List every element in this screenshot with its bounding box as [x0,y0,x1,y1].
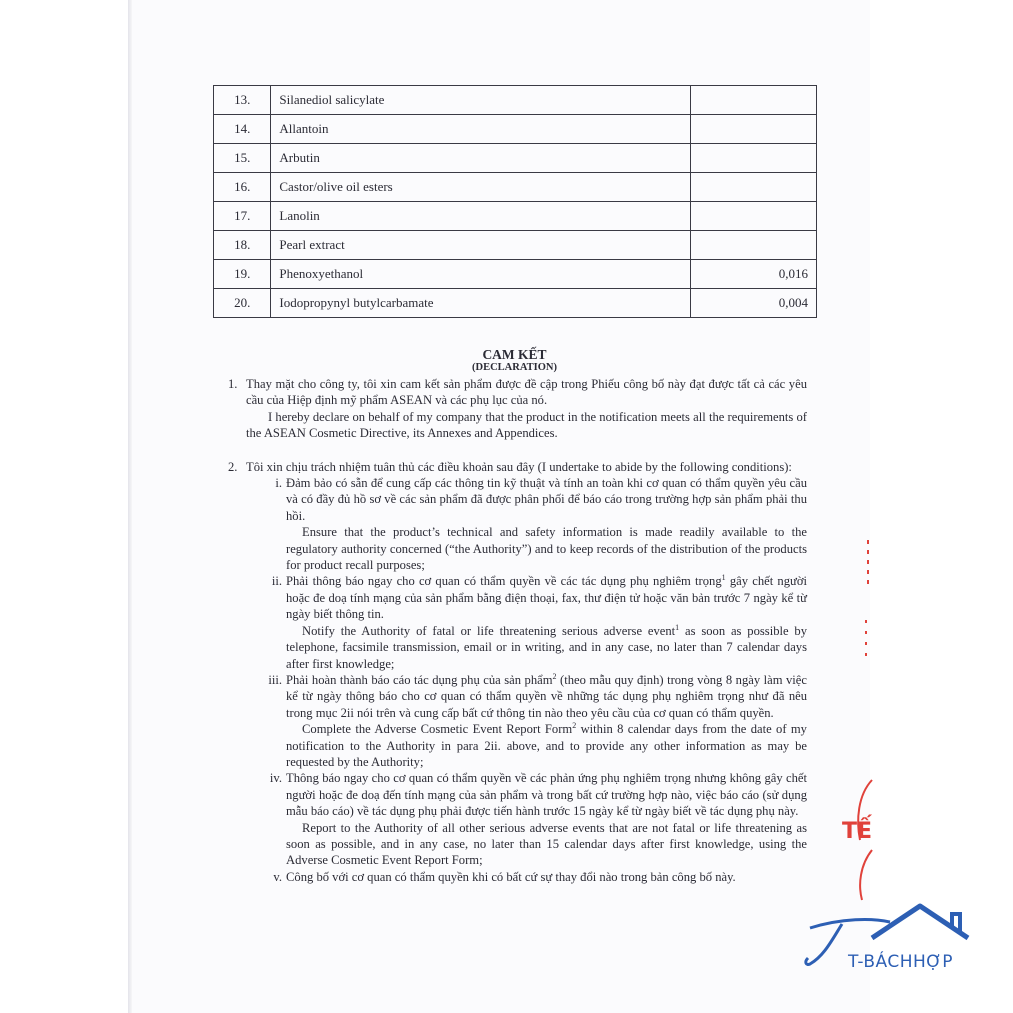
condition-iii [246,672,807,770]
condition-ii-english: Notify the Authority of fatal or life threatening serious adverse event$^1$ as soon as possible by telephone, facsimile transmission, email or in writing, and in any case, no later than 7 calendar days after first knowledge; [286,622,808,671]
condition-ii-vietnamese: Phải thông báo ngay cho cơ quan có thẩm quyền về các tác dụng phụ nghiêm trọng$^1$ gây chết người hoặc đe doạ tính mạng của sản phẩm bằng điện thoại, fax, thư điện tử hoặc văn bản trước 7 ngày kể từ ngày biết thông tin. [286,573,807,622]
table-row [214,144,817,173]
concentration-value [691,144,817,173]
condition-label: iv. [269,771,282,786]
row-number: 19. [214,260,271,289]
logo-text: T-BÁCHHỢP [848,952,954,972]
row-number: 15. [214,144,271,173]
table-row [214,260,817,289]
stamp-text: TẾ [842,819,873,844]
condition-label: iii. [268,672,282,687]
item-1-english: I hereby declare on behalf of my company that the product in the notification meets all the requirements of the ASEAN Cosmetic Directive, its Annexes and Appendices. [246,409,807,441]
condition-v [246,869,807,885]
table-row [214,173,817,202]
table-row [214,289,817,318]
condition-iv [246,770,807,868]
condition-iv-english: Report to the Authority of all other serious adverse events that are not fatal or life threatening as soon as possible, and in any case, no later than 15 calendar days after first knowledge, using the Adverse Cosmetic Event Report Form; [286,820,807,868]
ingredient-name: Allantoin [271,115,691,144]
condition-ii [246,573,807,671]
brand-logo [802,900,990,980]
declaration-section [222,348,807,885]
table-row [214,115,817,144]
row-number: 16. [214,173,271,202]
table-row [214,202,817,231]
ingredient-name: Lanolin [271,202,691,231]
declaration-subtitle: (DECLARATION) [472,362,557,373]
concentration-value [691,231,817,260]
official-stamp [838,520,878,920]
table-row [214,231,817,260]
item-number: 2. [228,459,238,474]
declaration-title: CAM KẾT [482,347,547,362]
concentration-value: 0,004 [691,289,817,318]
concentration-value [691,173,817,202]
ingredient-name: Castor/olive oil esters [271,173,691,202]
item-number: 1. [228,377,238,391]
condition-i-english: Ensure that the product’s technical and safety information is made readily available to the regulatory authority concerned (“the Authority”) and to keep records of the distribution of the products for product recall purposes; [286,525,807,573]
ingredient-name: Iodopropynyl butylcarbamate [271,289,691,318]
row-number: 20. [214,289,271,318]
table-row [214,86,817,115]
row-number: 14. [214,115,271,144]
condition-label: ii. [271,574,282,589]
row-number: 17. [214,202,271,231]
concentration-value: 0,016 [691,260,817,289]
condition-v-vietnamese: Công bố với cơ quan có thẩm quyền khi có bất cứ sự thay đổi nào trong bản công bố này. [286,869,736,884]
declaration-item-1 [222,376,807,442]
condition-iii-english: Complete the Adverse Cosmetic Event Report Form$^2$ within 8 calendar days from the date of my notification to the Authority in para 2ii. above, and to provide any other information as may be requested by the Authority; [286,720,807,769]
row-number: 13. [214,86,271,115]
concentration-value [691,115,817,144]
item-2-intro: Tôi xin chịu trách nhiệm tuân thủ các điều khoản sau đây (I undertake to abide by the following conditions): [246,459,792,474]
concentration-value [691,86,817,115]
ingredients-table [213,85,817,318]
ingredient-name: Phenoxyethanol [271,260,691,289]
concentration-value [691,202,817,231]
ingredient-name: Pearl extract [271,231,691,260]
condition-i-vietnamese: Đảm bảo có sẵn để cung cấp các thông tin kỹ thuật và tính an toàn khi cơ quan có thẩm quyền yêu cầu và có đầy đủ hồ sơ về các sản phẩm đã được phân phối để báo cáo trong trường hợp sản phẩm phải thu hồi. [286,476,807,523]
ingredient-name: Silanediol salicylate [271,86,691,115]
condition-label: i. [275,476,282,491]
ingredient-name: Arbutin [271,144,691,173]
row-number: 18. [214,231,271,260]
condition-iii-vietnamese: Phải hoàn thành báo cáo tác dụng phụ của sản phẩm$^2$ (theo mẫu quy định) trong vòng 8 ngày làm việc kể từ ngày thông báo cho cơ quan có thẩm quyền về những tác dụng phụ nghiêm trọng như đã nêu trong mục 2ii nói trên và cung cấp bất cứ thông tin nào theo yêu cầu của cơ quan có thẩm quyền. [286,671,807,720]
condition-label: v. [273,869,282,884]
declaration-item-2 [222,459,807,886]
item-1-vietnamese: Thay mặt cho công ty, tôi xin cam kết sản phẩm được đề cập trong Phiếu công bố này đạt được tất cả các yêu cầu của Hiệp định mỹ phẩm ASEAN và các phụ lục của nó. [246,377,807,408]
condition-i [246,475,807,573]
condition-iv-vietnamese: Thông báo ngay cho cơ quan có thẩm quyền về các phản ứng phụ nghiêm trọng nhưng không gây chết người hoặc đe doạ đến tính mạng của sản phẩm và trong bất cứ trường hợp nào, việc báo cáo (sử dụng mẫu báo cáo) về tác dụng phụ phải được tiến hành trước 15 ngày kể từ ngày biết về tác dụng phụ này. [286,771,807,819]
